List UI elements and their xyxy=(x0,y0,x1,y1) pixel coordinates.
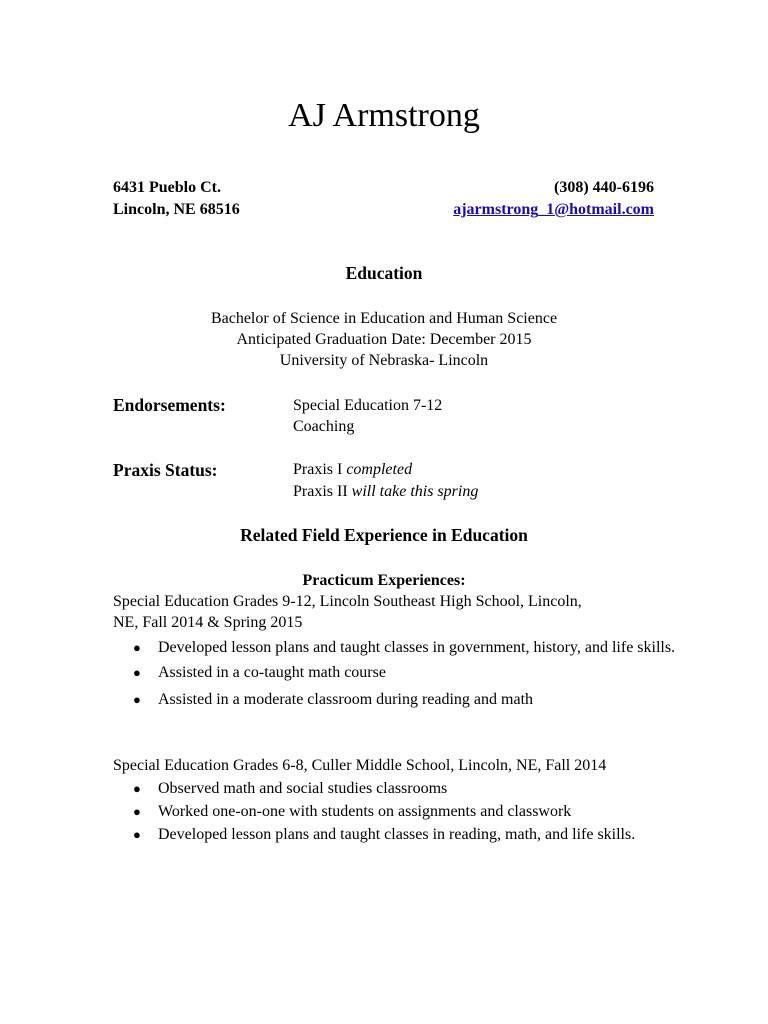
list-item: ● Assisted in a co-taught math course xyxy=(113,661,708,684)
resume-name: AJ Armstrong xyxy=(288,97,480,134)
placement-bullets xyxy=(113,777,708,846)
praxis-status: completed xyxy=(346,461,413,478)
list-item: ● Observed math and social studies classrooms xyxy=(113,777,708,800)
email-link[interactable]: ajarmstrong_1@hotmail.com xyxy=(453,201,654,218)
endorsements-label: Endorsements: xyxy=(113,395,226,415)
placement-title: Special Education Grades 6-8, Culler Middle School, Lincoln, NE, Fall 2014 xyxy=(113,757,607,774)
praxis-item xyxy=(293,459,412,480)
list-item: ● Developed lesson plans and taught classes in government, history, and life skills. xyxy=(113,636,708,659)
praxis-status: will take this spring xyxy=(351,483,479,500)
list-item: ● Worked one-on-one with students on assignments and classwork xyxy=(113,800,708,823)
city-state-zip: Lincoln, NE 68516 xyxy=(113,201,240,218)
endorsement-item: Coaching xyxy=(293,418,355,435)
degree-line: Bachelor of Science in Education and Human Science xyxy=(210,310,558,327)
phone-number: (308) 440-6196 xyxy=(554,179,654,196)
street-address: 6431 Pueblo Ct. xyxy=(113,179,221,196)
list-item: ● Assisted in a moderate classroom during reading and math xyxy=(113,688,708,711)
education-heading: Education xyxy=(345,263,423,283)
university-line: University of Nebraska- Lincoln xyxy=(279,352,489,369)
praxis-name: Praxis II xyxy=(293,483,348,500)
placement-bullets xyxy=(113,636,708,711)
list-item: ● Developed lesson plans and taught classes in reading, math, and life skills. xyxy=(113,823,708,846)
praxis-item xyxy=(293,481,478,502)
placement-title: Special Education Grades 9-12, Lincoln Southeast High School, Lincoln, xyxy=(113,593,582,610)
experience-heading: Related Field Experience in Education xyxy=(240,525,528,545)
practicum-subheading: Practicum Experiences: xyxy=(302,572,466,589)
endorsement-item: Special Education 7-12 xyxy=(293,397,443,414)
praxis-status-label: Praxis Status: xyxy=(113,460,218,480)
praxis-name: Praxis I xyxy=(293,461,343,478)
graduation-date-line: Anticipated Graduation Date: December 2015 xyxy=(236,331,532,348)
placement-title-continued: NE, Fall 2014 & Spring 2015 xyxy=(113,614,303,631)
